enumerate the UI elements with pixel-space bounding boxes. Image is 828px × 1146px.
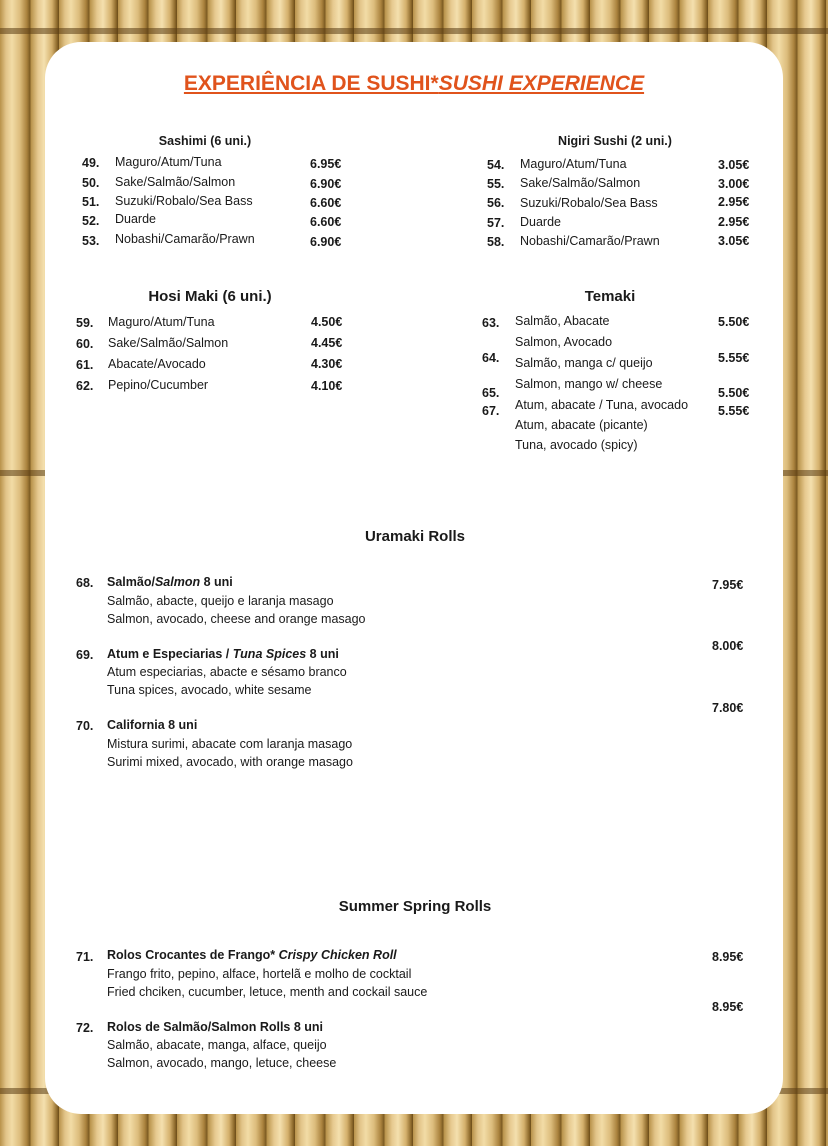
- item-number: 59.: [76, 316, 94, 330]
- item-number: 57.: [487, 216, 505, 230]
- nigiri-heading: Nigiri Sushi (2 uni.): [558, 134, 672, 148]
- item-price: 5.50€: [718, 315, 750, 329]
- item-number: 49.: [82, 156, 100, 170]
- item-number: 51.: [82, 195, 100, 209]
- item-price: 8.95€: [712, 950, 744, 964]
- page-title: [45, 72, 783, 96]
- temaki-line: Salmon, mango w/ cheese: [515, 377, 663, 391]
- item-name: Nobashi/Camarão/Prawn: [520, 234, 660, 248]
- uramaki-heading: Uramaki Rolls: [364, 528, 466, 545]
- menu-page: [45, 42, 783, 1114]
- item-price: 4.10€: [311, 379, 343, 393]
- item-desc-en: Salmon, avocado, cheese and orange masago: [107, 612, 366, 626]
- item-desc-en: Salmon, avocado, mango, letuce, cheese: [107, 1056, 337, 1070]
- item-number: 65.: [482, 386, 500, 400]
- temaki-line: Atum, abacate (picante): [515, 418, 648, 432]
- item-price: 5.55€: [718, 404, 750, 418]
- item-number: 72.: [76, 1021, 94, 1035]
- item-name: Sake/Salmão/Salmon: [520, 176, 641, 190]
- item-name: Maguro/Atum/Tuna: [108, 315, 215, 329]
- item-price: 6.90€: [310, 235, 342, 249]
- item-desc-en: Tuna spices, avocado, white sesame: [107, 683, 312, 697]
- item-name: Suzuki/Robalo/Sea Bass: [520, 196, 658, 210]
- spring-heading: Summer Spring Rolls: [338, 898, 492, 915]
- item-number: 52.: [82, 214, 100, 228]
- item-name: Duarde: [520, 215, 561, 229]
- item-desc-en: Fried chciken, cucumber, letuce, menth and cockail sauce: [107, 985, 428, 999]
- item-number: 62.: [76, 379, 94, 393]
- temaki-heading: Temaki: [584, 288, 636, 305]
- bamboo-node: [0, 28, 828, 34]
- item-price: 4.50€: [311, 315, 343, 329]
- item-name: Nobashi/Camarão/Prawn: [115, 232, 255, 246]
- temaki-line: Tuna, avocado (spicy): [515, 438, 638, 452]
- item-price: 7.95€: [712, 578, 744, 592]
- item-name: Pepino/Cucumber: [108, 378, 209, 392]
- item-name: Abacate/Avocado: [108, 357, 206, 371]
- item-number: 60.: [76, 337, 94, 351]
- item-price: 2.95€: [718, 195, 750, 209]
- item-name: Sake/Salmão/Salmon: [115, 175, 236, 189]
- title-en: SUSHI EXPERIENCE: [438, 72, 645, 95]
- item-price: 6.95€: [310, 157, 342, 171]
- item-price: 5.55€: [718, 351, 750, 365]
- item-number: 54.: [487, 158, 505, 172]
- item-name: Maguro/Atum/Tuna: [115, 155, 222, 169]
- item-name: Salmão/Salmon 8 uni: [107, 575, 233, 589]
- item-number: 68.: [76, 576, 94, 590]
- item-price: 8.00€: [712, 639, 744, 653]
- temaki-line: Atum, abacate / Tuna, avocado: [515, 398, 689, 412]
- item-number: 53.: [82, 234, 100, 248]
- item-number: 55.: [487, 177, 505, 191]
- item-desc-en: Surimi mixed, avocado, with orange masago: [107, 755, 353, 769]
- item-price: 4.45€: [311, 336, 343, 350]
- item-number: 67.: [482, 404, 500, 418]
- item-number: 56.: [487, 196, 505, 210]
- item-price: 2.95€: [718, 215, 750, 229]
- item-number: 63.: [482, 316, 500, 330]
- item-price: 6.60€: [310, 196, 342, 210]
- sashimi-heading: Sashimi (6 uni.): [158, 134, 252, 148]
- item-desc-pt: Frango frito, pepino, alface, hortelã e molho de cocktail: [107, 967, 412, 981]
- item-price: 5.50€: [718, 386, 750, 400]
- item-price: 6.90€: [310, 177, 342, 191]
- item-price: 3.00€: [718, 177, 750, 191]
- title-pt: EXPERIÊNCIA DE SUSHI*: [183, 72, 439, 95]
- item-price: 3.05€: [718, 158, 750, 172]
- item-number: 58.: [487, 235, 505, 249]
- item-desc-pt: Salmão, abacte, queijo e laranja masago: [107, 594, 334, 608]
- temaki-line: Salmão, Abacate: [515, 314, 610, 328]
- item-number: 71.: [76, 950, 94, 964]
- temaki-line: Salmão, manga c/ queijo: [515, 356, 653, 370]
- item-number: 64.: [482, 351, 500, 365]
- item-number: 61.: [76, 358, 94, 372]
- item-number: 70.: [76, 719, 94, 733]
- item-name: Sake/Salmão/Salmon: [108, 336, 229, 350]
- item-number: 50.: [82, 176, 100, 190]
- item-name: Suzuki/Robalo/Sea Bass: [115, 194, 253, 208]
- item-price: 4.30€: [311, 357, 343, 371]
- item-number: 69.: [76, 648, 94, 662]
- temaki-line: Salmon, Avocado: [515, 335, 613, 349]
- item-name: Maguro/Atum/Tuna: [520, 157, 627, 171]
- item-price: 7.80€: [712, 701, 744, 715]
- item-name: Duarde: [115, 212, 156, 226]
- item-price: 6.60€: [310, 215, 342, 229]
- hosomaki-heading: Hosi Maki (6 uni.): [148, 288, 272, 305]
- item-name: Rolos Crocantes de Frango* Crispy Chicken Roll: [107, 948, 397, 962]
- item-name: Atum e Especiarias / Tuna Spices 8 uni: [107, 647, 339, 661]
- item-name: California 8 uni: [107, 718, 198, 732]
- item-desc-pt: Atum especiarias, abacte e sésamo branco: [107, 665, 347, 679]
- item-desc-pt: Salmão, abacate, manga, alface, queijo: [107, 1038, 327, 1052]
- item-price: 3.05€: [718, 234, 750, 248]
- item-price: 8.95€: [712, 1000, 744, 1014]
- item-desc-pt: Mistura surimi, abacate com laranja masago: [107, 737, 353, 751]
- item-name: Rolos de Salmão/Salmon Rolls 8 uni: [107, 1020, 324, 1034]
